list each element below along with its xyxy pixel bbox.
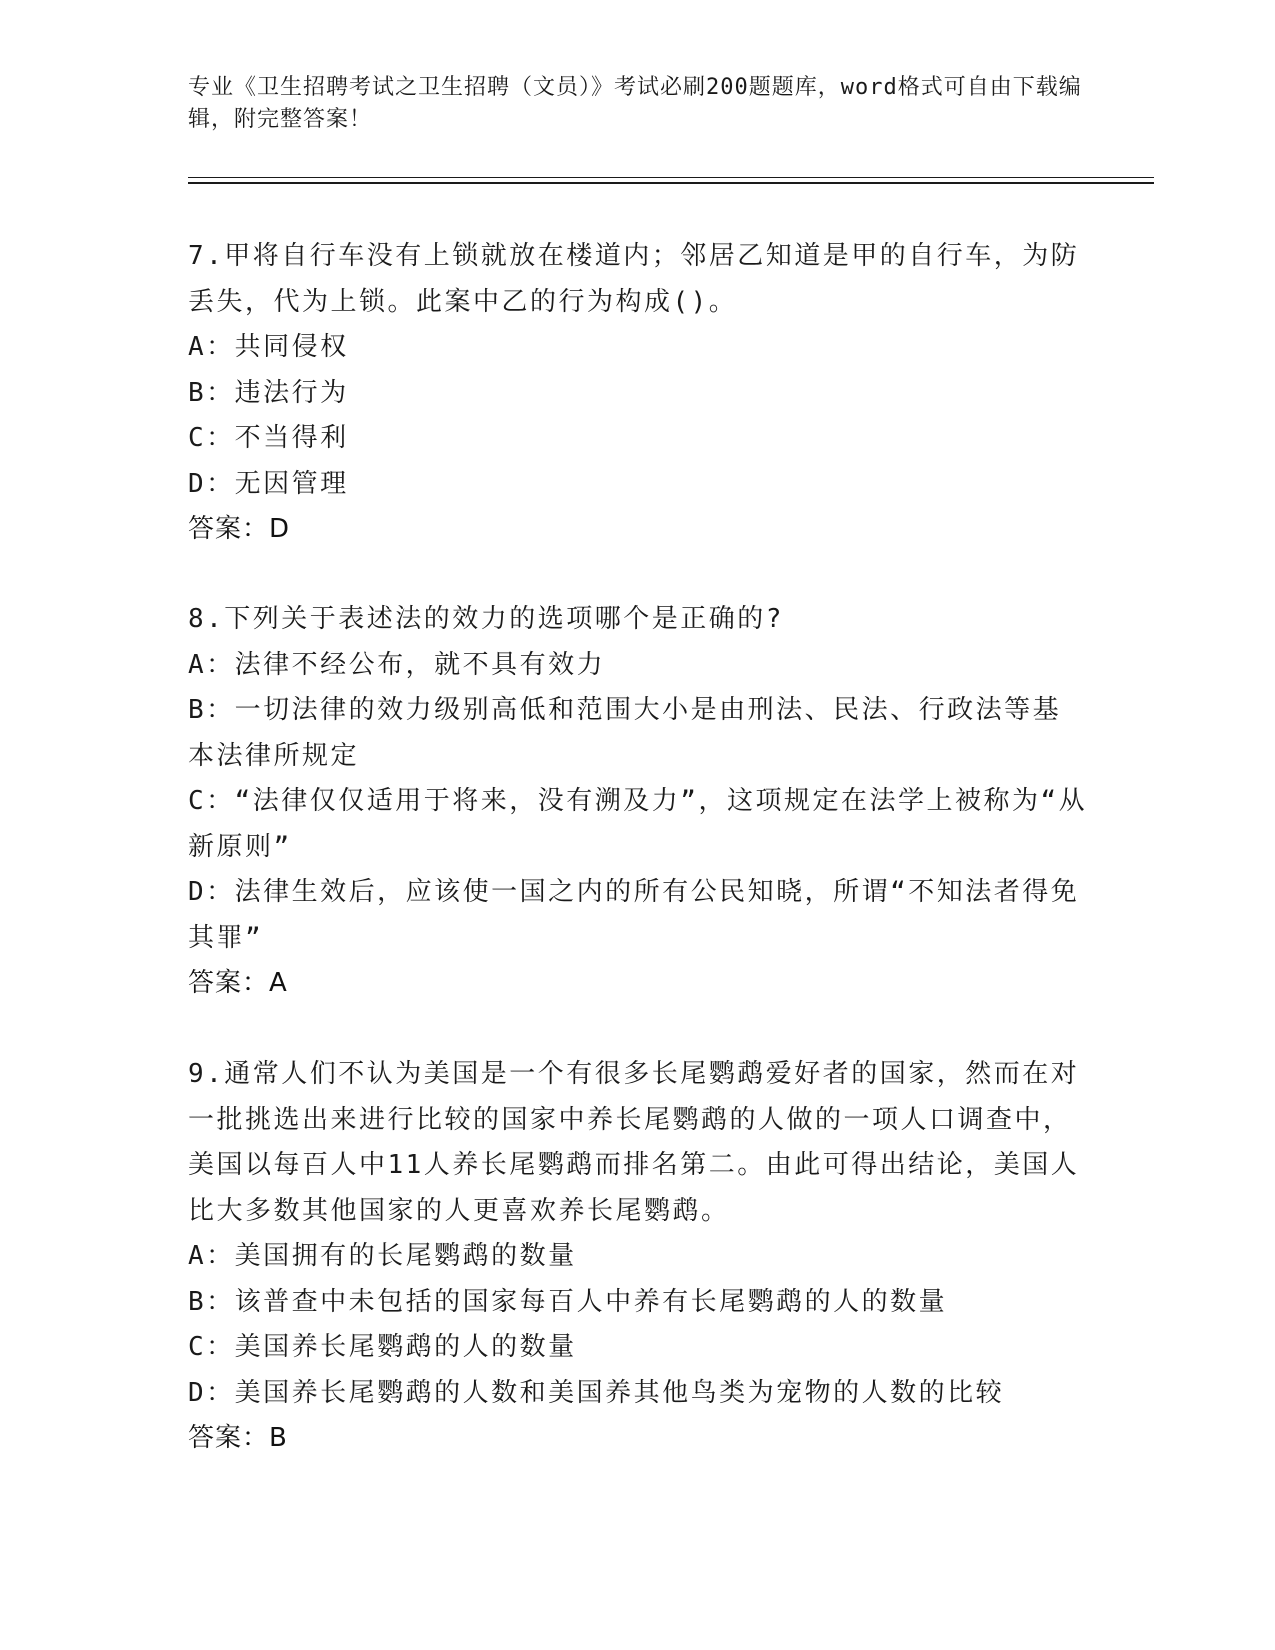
option-b: B：违法行为	[188, 377, 349, 408]
header-divider-thin	[188, 177, 1154, 178]
answer-label: 答案：D	[188, 514, 291, 544]
option-c: C：“法律仅仅适用于将来，没有溯及力”，这项规定在法学上被称为“从新原则”	[188, 786, 1088, 862]
option-d: D：法律生效后，应该使一国之内的所有公民知晓，所谓“不知法者得免其罪”	[188, 877, 1080, 953]
option-b: B：一切法律的效力级别高低和范围大小是由刑法、民法、行政法等基本法律所规定	[188, 695, 1062, 771]
option-a: A：法律不经公布，就不具有效力	[188, 649, 606, 680]
option-b: B：该普查中未包括的国家每百人中养有长尾鹦鹉的人的数量	[188, 1286, 948, 1317]
option-d: D：美国养长尾鹦鹉的人数和美国养其他鸟类为宠物的人数的比较	[188, 1377, 1005, 1408]
answer-label: 答案：B	[188, 1423, 288, 1453]
option-c: C：美国养长尾鹦鹉的人的数量	[188, 1332, 577, 1362]
header-divider-thick	[188, 182, 1154, 184]
answer-label: 答案：A	[188, 968, 288, 998]
option-a: A：共同侵权	[188, 332, 349, 362]
option-c: C：不当得利	[188, 423, 349, 453]
option-a: A：美国拥有的长尾鹦鹉的数量	[188, 1241, 577, 1271]
question-9	[188, 1052, 1088, 1462]
question-stem: 9.通常人们不认为美国是一个有很多长尾鹦鹉爱好者的国家，然而在对一批挑选出来进行比较的国家中养长尾鹦鹉的人做的一项人口调查中，美国以每百人中11人养长尾鹦鹉而排名第二。由此可得出结论，美国人比大多数其他国家的人更喜欢养长尾鹦鹉。	[188, 1059, 1080, 1226]
option-d: D：无因管理	[188, 468, 349, 499]
question-stem: 8.下列关于表述法的效力的选项哪个是正确的?	[188, 604, 784, 634]
document-header: 专业《卫生招聘考试之卫生招聘（文员）》考试必刷200题题库，word格式可自由下载编辑，附完整答案！	[188, 75, 1082, 132]
question-8	[188, 597, 1088, 1007]
question-stem: 7.甲将自行车没有上锁就放在楼道内；邻居乙知道是甲的自行车，为防丢失，代为上锁。此案中乙的行为构成()。	[188, 241, 1080, 317]
question-7	[188, 234, 1088, 553]
